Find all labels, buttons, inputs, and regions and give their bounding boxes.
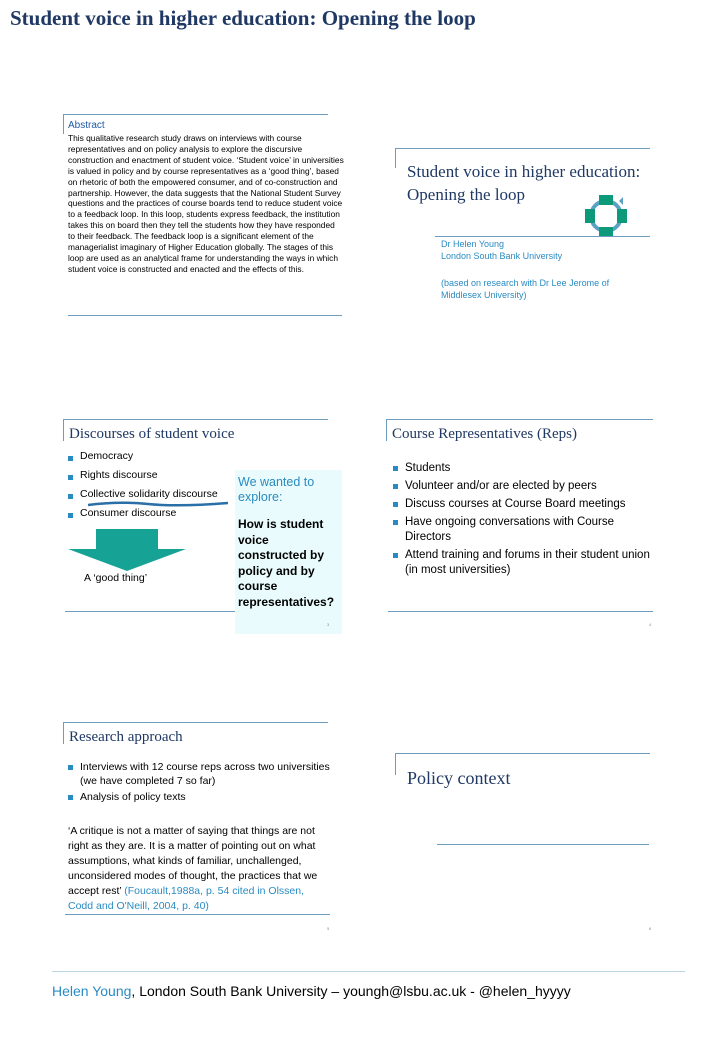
- slide-heading: Research approach: [69, 729, 183, 745]
- research-list: [68, 760, 338, 806]
- slide-frame-line: [395, 753, 396, 775]
- list-item: Consumer discourse: [68, 507, 218, 526]
- footer-name: Helen Young: [52, 983, 132, 999]
- list-item: Collective solidarity discourse: [68, 488, 218, 507]
- explore-intro: We wanted to explore:: [238, 475, 315, 504]
- slide-frame-line: [395, 148, 396, 168]
- foucault-quote: [68, 824, 330, 914]
- slide-frame-line: [395, 148, 650, 149]
- abstract-body: This qualitative research study draws on interviews with course representatives and on policy analysis to explore the discursive construction and enactment of student voice. ‘Student voice’ in universities is valued in policy and by course representatives as a ‘good thing’, based on rhetoric of both the empowered consumer, and of co-construction and partnership. However, the data suggests that the National Student Survey questions and the practices of course boards tend to reduce student voice to a feedback loop. In this loop, students express feedback, the institution takes this on board then they tell the students how they have responded to their feedback. The feedback loop is a significant element of the managerialist imaginary of Higher Education globally. The stages of this loop are used as an analytical frame for understanding the ways in which student voice is constructed and enacted and the effects of this.: [68, 133, 344, 274]
- slide-frame-line: [386, 419, 387, 441]
- slide-frame-line: [63, 722, 64, 744]
- slide-frame-line: [386, 419, 653, 420]
- reps-list: [393, 461, 663, 581]
- slide-number: 3: [327, 622, 330, 627]
- quote-text: ‘A critique is not a matter of saying that things are not right as they are. It is a matter of pointing out on what assumptions, what kinds of familiar, unchallenged, unconsidered modes of thought, the practices that we accept rest’: [68, 825, 318, 897]
- slide-frame-line: [435, 236, 650, 237]
- abstract-heading: Abstract: [68, 120, 105, 131]
- slide-number: 5: [327, 926, 330, 931]
- slide-heading: Policy context: [407, 768, 511, 788]
- slide-frame-line: [63, 722, 328, 723]
- list-item: Analysis of policy texts: [68, 790, 338, 804]
- slide-frame-line: [63, 419, 64, 441]
- author-name: Dr Helen Young: [441, 239, 505, 249]
- slide-frame-line: [63, 114, 328, 115]
- slide-number: 4: [649, 622, 652, 627]
- list-item: Democracy: [68, 450, 218, 469]
- list-item: Interviews with 12 course reps across two universities (we have completed 7 so far): [68, 760, 338, 788]
- list-item: Rights discourse: [68, 469, 218, 488]
- footer-contact: , London South Bank University – youngh@lsbu.ac.uk - @helen_hyyyy: [131, 983, 571, 999]
- page-title: Student voice in higher education: Opening the loop: [10, 6, 476, 30]
- slide-heading: Course Representatives (Reps): [392, 426, 577, 442]
- slide-number: 6: [649, 926, 652, 931]
- footer: [52, 983, 571, 999]
- slide-frame-line: [388, 611, 653, 612]
- slide-frame-line: [63, 114, 64, 134]
- list-item: Volunteer and/or are elected by peers: [393, 479, 663, 494]
- list-item: Students: [393, 461, 663, 476]
- strikethrough-mark: [88, 500, 228, 508]
- explore-box: [235, 470, 342, 634]
- discourse-list: [68, 450, 218, 526]
- list-item: Discuss courses at Course Board meetings: [393, 497, 663, 512]
- cycle-icon: [583, 193, 629, 239]
- footer-divider: [52, 971, 685, 972]
- quote-citation: (Foucault,1988a, p. 54 cited in Olssen, Codd and O'Neill, 2004, p. 40): [68, 885, 305, 912]
- slide-heading: Discourses of student voice: [69, 426, 235, 442]
- slide-frame-line: [63, 419, 328, 420]
- explore-question: How is student voice constructed by policy and by course representatives?: [238, 517, 335, 609]
- author-institution: London South Bank University: [441, 251, 563, 261]
- author-note: (based on research with Dr Lee Jerome of Middlesex University): [441, 278, 610, 300]
- slide-frame-line: [65, 611, 235, 612]
- list-item: Have ongoing conversations with Course Directors: [393, 515, 663, 545]
- title-slide-heading: Student voice in higher education: Opening the loop: [407, 162, 641, 204]
- list-item: Attend training and forums in their student union (in most universities): [393, 548, 663, 578]
- down-arrow-icon: [68, 529, 186, 571]
- slide-frame-line: [395, 753, 650, 754]
- arrow-label: A ‘good thing’: [84, 572, 148, 584]
- slide-frame-line: [437, 844, 649, 845]
- slide-frame-line: [68, 315, 342, 316]
- slide-frame-line: [65, 914, 330, 915]
